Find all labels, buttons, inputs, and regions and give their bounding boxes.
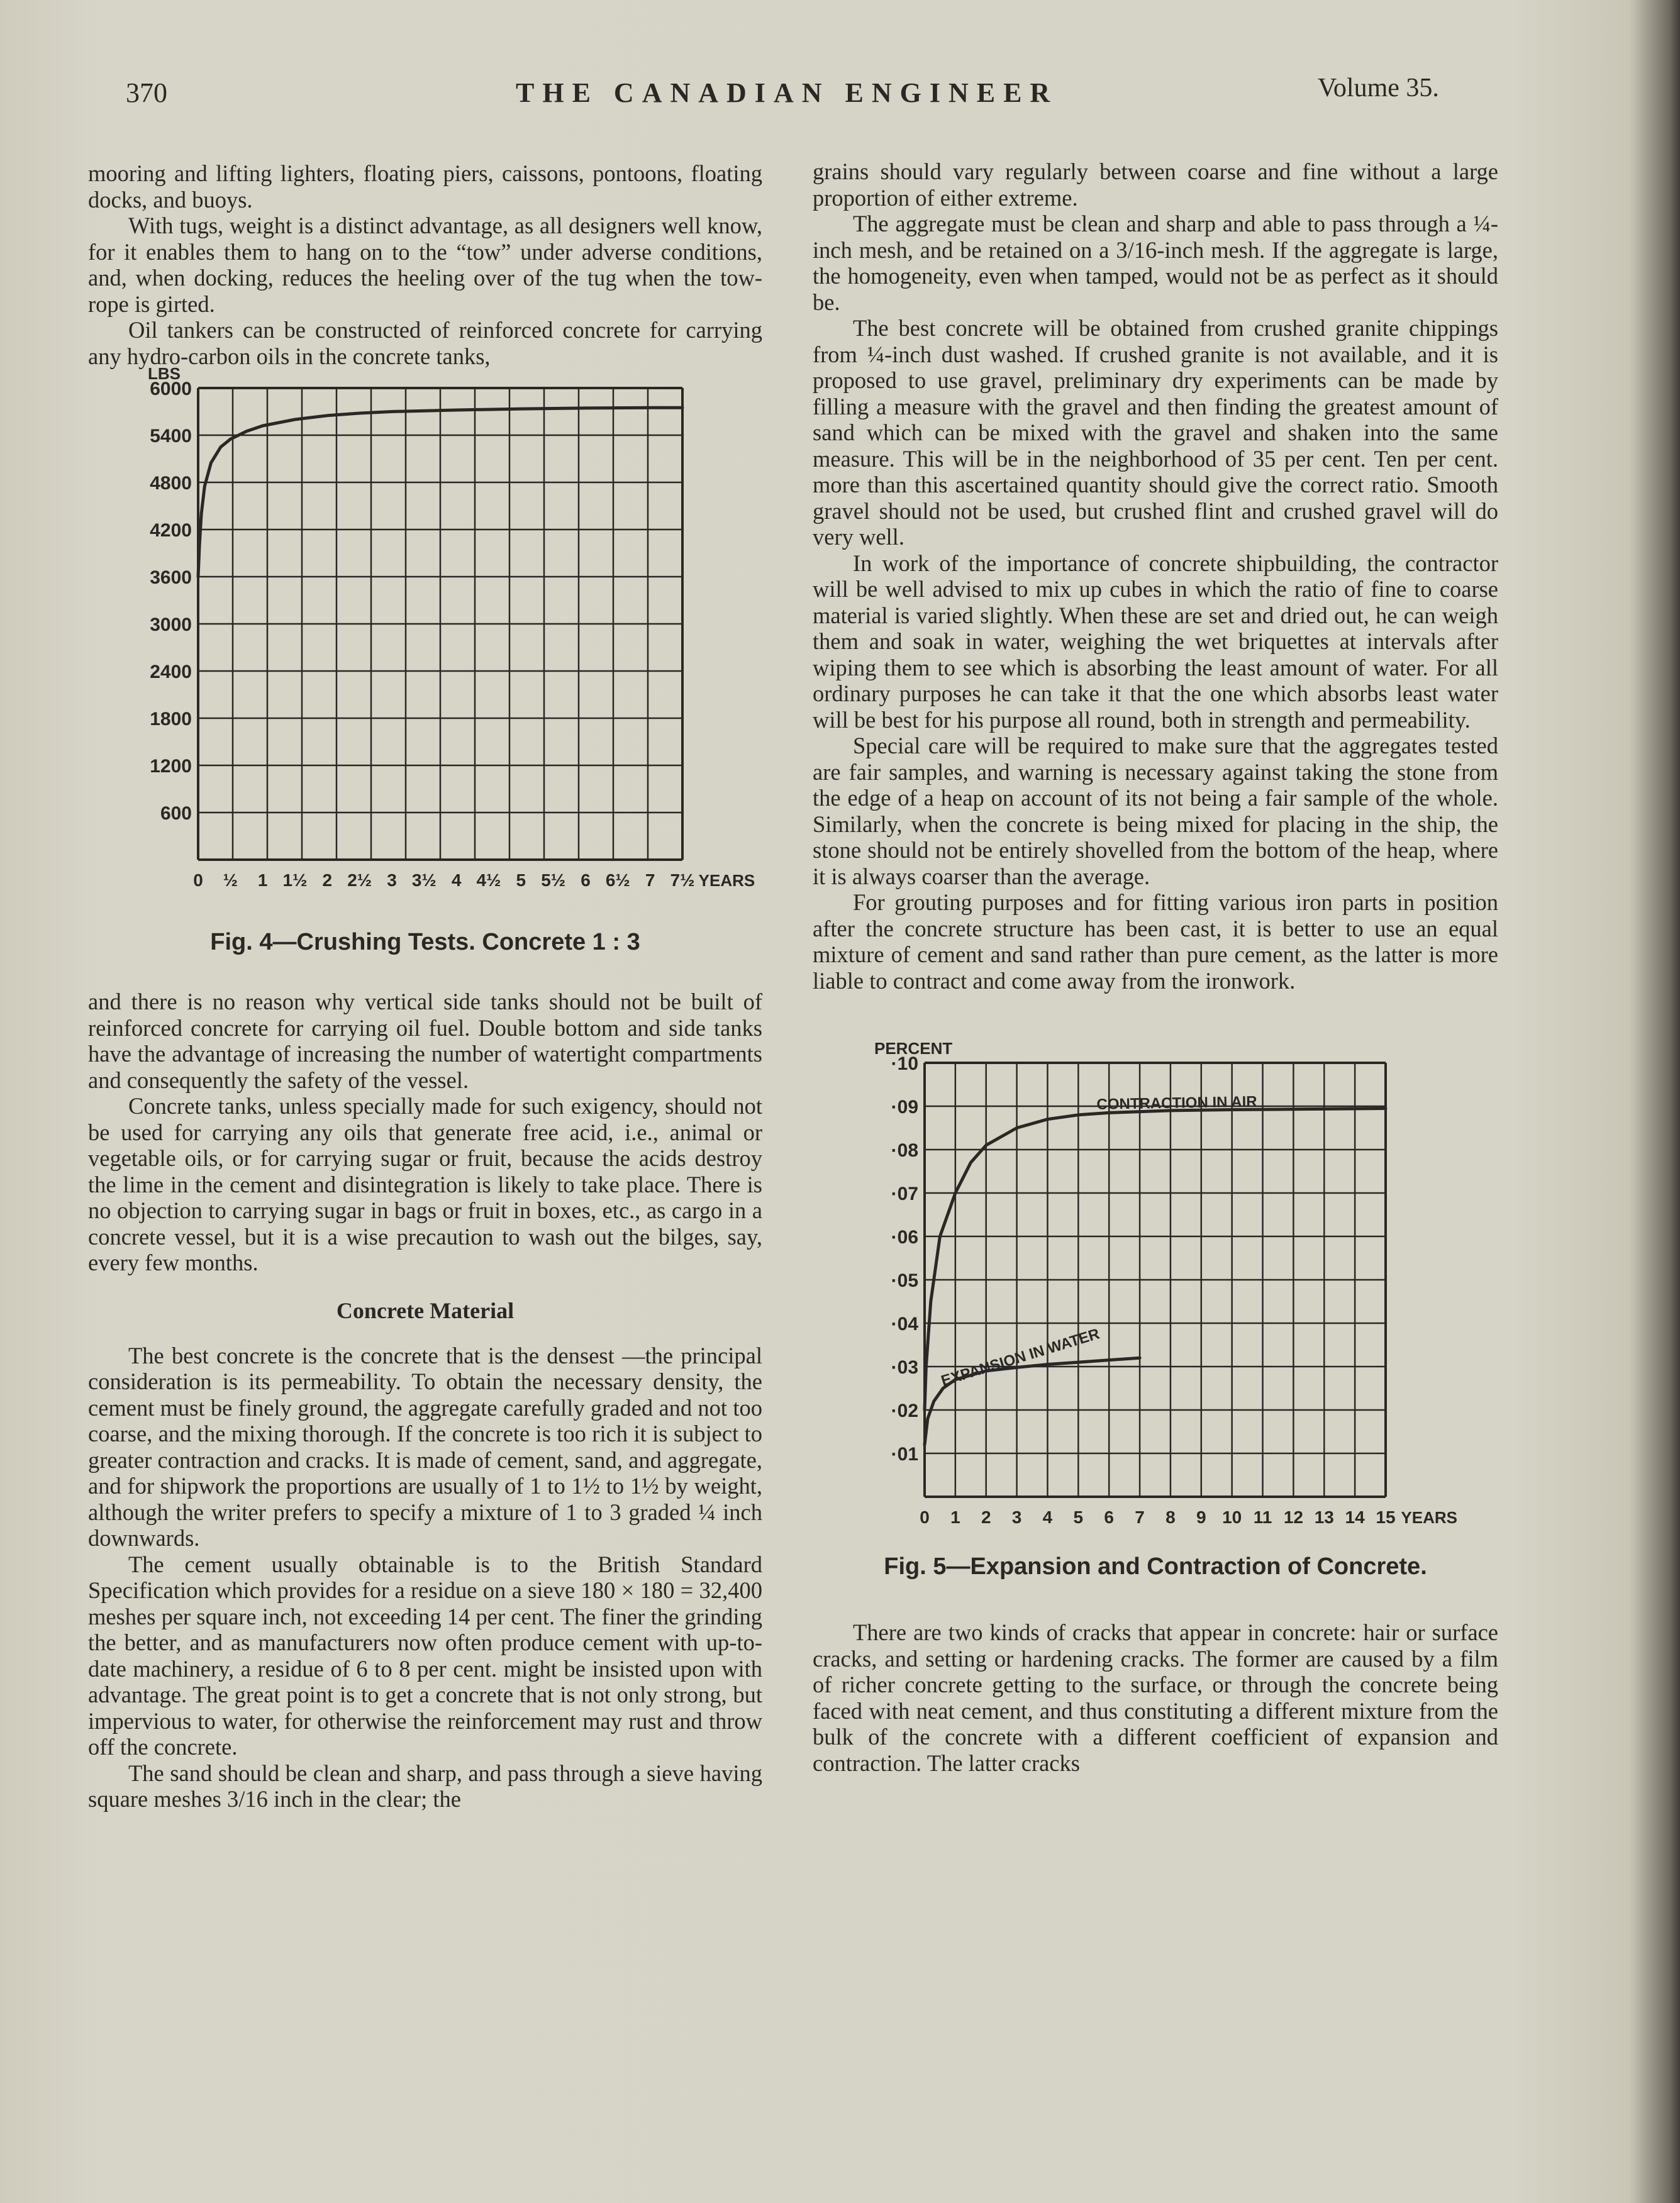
figure-expansion-contraction <box>813 1013 1498 1580</box>
x-tick-label: 6 <box>1104 1507 1114 1527</box>
paragraph: Special care will be required to make sure that the aggregates tested are fair samples, and warning is necessary against taking the stone from the edge of a heap on account of its not being a fair sample of the whole. Similarly, when the concrete is being mixed for placing in the ship, the stone should not be entirely shovelled from the bottom of the heap, where it is always coarser than the average. <box>813 733 1498 889</box>
series-label: CONTRACTION IN AIR <box>1096 1093 1257 1113</box>
y-tick-label: ·10 <box>891 1053 918 1074</box>
x-tick-label: 2 <box>981 1507 991 1527</box>
x-tick-label: 5½ <box>541 870 566 890</box>
y-tick-label: ·03 <box>891 1357 918 1378</box>
y-tick-label: 1800 <box>150 709 192 730</box>
x-axis-label: YEARS <box>1401 1508 1458 1527</box>
y-tick-label: ·06 <box>891 1227 918 1248</box>
paragraph: grains should vary regularly between coarse and fine without a large proportion of either extreme. <box>813 158 1498 211</box>
x-tick-label: 11 <box>1253 1507 1272 1527</box>
y-tick-label: ·07 <box>891 1184 918 1204</box>
x-tick-label: ½ <box>223 870 238 890</box>
page-number: 370 <box>126 77 167 108</box>
paragraph: Concrete tanks, unless specially made for such exigency, should not be used for carrying any oils that generate free acid, i.e., animal or vegetable oils, or for carrying sugar or fruit, because the acids destroy the lime in the cement and disintegration is likely to take place. There is no objection to carrying sugar in bags or fruit in boxes, etc., as cargo in a concrete vessel, but it is a wise precaution to wash out the bilges, say, every few months. <box>88 1093 762 1275</box>
expansion-contraction-chart <box>813 1013 1498 1560</box>
x-tick-label: 7½ <box>670 870 695 890</box>
y-tick-label: ·05 <box>891 1270 918 1291</box>
paragraph: The best concrete will be obtained from crushed granite chippings from ¼-inch dust washed. If crushed granite is not available, and it is proposed to use gravel, preliminary dry experiments can be made by filling a measure with the gravel and then finding the greatest amount of sand which can be mixed with the gravel and shaken into the same measure. This will be in the neighborhood of 35 per cent. Ten per cent. more than this ascertained quantity should give the correct ratio. Smooth gravel should not be used, but crushed flint and crushed gravel will do very well. <box>813 315 1498 550</box>
y-tick-label: ·01 <box>891 1444 918 1465</box>
y-axis-label: PERCENT <box>874 1039 953 1058</box>
y-tick-label: ·08 <box>891 1140 918 1161</box>
y-tick-label: 4800 <box>150 473 192 494</box>
paragraph: and there is no reason why vertical side tanks should not be built of reinforced concrete for carrying oil fuel. Double bottom and side tanks have the advantage of increasing the number of watertight compartments and consequently the safety of the vessel. <box>88 989 762 1093</box>
left-column <box>88 160 762 1812</box>
x-tick-label: 2½ <box>347 870 372 890</box>
y-axis-label: LBS <box>148 364 181 383</box>
y-tick-label: 2400 <box>150 662 192 682</box>
series-label: EXPANSION IN WATER <box>939 1325 1102 1390</box>
paragraph: For grouting purposes and for fitting various iron parts in position after the concrete structure has been cast, it is better to use an equal mixture of cement and sand rather than pure cement, as the latter is more liable to contract and come away from the ironwork. <box>813 889 1498 994</box>
paragraph: In work of the importance of concrete shipbuilding, the contractor will be well advised to mix up cubes in which the ratio of fine to coarse material is varied slightly. When these are set and dried out, he can weigh them and soak in water, weighing the wet briquettes at intervals after wiping them to see which is absorbing the least amount of water. For all ordinary purposes he can take it that the one which absorbs least water will be best for his purpose all round, both in strength and permeability. <box>813 550 1498 733</box>
paragraph: Oil tankers can be constructed of reinforced concrete for carrying any hydro-carbon oils in the concrete tanks, <box>88 317 762 369</box>
x-tick-label: 3½ <box>411 870 437 890</box>
x-tick-label: 7 <box>1135 1507 1145 1527</box>
paragraph: mooring and lifting lighters, floating piers, caissons, pontoons, floating docks, and buoys. <box>88 160 762 213</box>
x-tick-label: 1 <box>950 1507 960 1527</box>
y-tick-label: ·04 <box>891 1314 918 1335</box>
y-tick-label: 3600 <box>150 567 192 588</box>
right-column <box>813 158 1498 1776</box>
paragraph: With tugs, weight is a distinct advantage, as all designers well know, for it enables them to hang on to the “tow” under adverse conditions, and, when docking, reduces the heeling over of the tug when the tow-rope is girted. <box>88 213 762 317</box>
x-tick-label: 4 <box>451 870 462 890</box>
y-tick-label: 600 <box>160 803 192 824</box>
x-tick-label: 3 <box>387 870 397 890</box>
x-tick-label: 4½ <box>476 870 501 890</box>
x-tick-label: 6 <box>581 870 591 890</box>
x-tick-label: 0 <box>920 1507 930 1527</box>
x-tick-label: 5 <box>516 870 526 890</box>
paragraph: There are two kinds of cracks that appear in concrete: hair or surface cracks, and setting or hardening cracks. The former are caused by a film of richer concrete getting to the surface, or through the concrete being faced with neat cement, and thus constituting a different mixture from the bulk of the concrete with a different coefficient of expansion and contraction. The latter cracks <box>813 1619 1498 1776</box>
y-tick-label: 6000 <box>150 379 192 399</box>
volume-label: Volume 35. <box>1318 74 1439 103</box>
x-tick-label: 13 <box>1314 1507 1334 1527</box>
x-tick-label: 5 <box>1073 1507 1084 1527</box>
figure-caption: Fig. 4—Crushing Tests. Concrete 1 : 3 <box>210 929 640 955</box>
x-tick-label: 6½ <box>605 870 630 890</box>
y-tick-label: 3000 <box>150 614 192 635</box>
x-tick-label: 15 <box>1376 1507 1396 1527</box>
paragraph: The aggregate must be clean and sharp and able to pass through a ¼-inch mesh, and be retained on a 3/16-inch mesh. If the aggregate is large, the homogeneity, even when tamped, would not be as perfect as it should be. <box>813 211 1498 315</box>
x-tick-label: 2 <box>322 870 333 890</box>
x-tick-label: 9 <box>1196 1507 1206 1527</box>
figure-caption: Fig. 5—Expansion and Contraction of Concrete. <box>884 1553 1427 1580</box>
running-header <box>0 74 1680 114</box>
x-tick-label: 4 <box>1042 1507 1053 1527</box>
x-tick-label: 12 <box>1283 1507 1303 1527</box>
y-tick-label: 5400 <box>150 426 192 447</box>
x-tick-label: 7 <box>645 870 655 890</box>
x-tick-label: 14 <box>1345 1507 1365 1527</box>
x-tick-label: 1 <box>257 870 268 890</box>
x-axis-label: YEARS <box>698 871 755 890</box>
x-tick-label: 8 <box>1165 1507 1176 1527</box>
y-tick-label: 1200 <box>150 756 192 777</box>
section-heading: Concrete Material <box>336 1297 515 1323</box>
crushing-tests-chart <box>88 364 762 941</box>
paragraph: The cement usually obtainable is to the British Standard Specification which provides for a residue on a sieve 180 × 180 = 32,400 meshes per square inch, not exceeding 14 per cent. The finer the grinding the better, and as manufacturers now often produce cement with up-to-date machinery, a residue of 6 to 8 per cent. might be insisted upon with advantage. The great point is to get a concrete that is not only strong, but impervious to water, for otherwise the reinforcement may rust and throw off the concrete. <box>88 1551 762 1760</box>
journal-title: THE CANADIAN ENGINEER <box>516 77 1059 108</box>
y-tick-label: 4200 <box>150 520 192 541</box>
y-tick-label: ·02 <box>891 1401 918 1421</box>
chart-grid <box>925 1063 1386 1497</box>
figure-crushing-tests <box>88 364 762 956</box>
paragraph: The best concrete is the concrete that is the densest —the principal consideration is its permeability. To obtain the necessary density, the cement must be finely ground, the aggregate carefully graded and not too coarse, and the mixing thorough. If the concrete is too rich it is subject to greater contraction and cracks. It is made of cement, sand, and aggregate, and for shipwork the proportions are usually of 1 to 1½ to 1½ by weight, although the writer prefers to specify a mixture of 1 to 3 graded ¼ inch downwards. <box>88 1342 762 1551</box>
x-tick-label: 0 <box>193 870 203 890</box>
y-tick-label: ·09 <box>891 1097 918 1118</box>
paragraph: The sand should be clean and sharp, and pass through a sieve having square meshes 3/16 inch in the clear; the <box>88 1760 762 1812</box>
x-tick-label: 10 <box>1222 1507 1242 1527</box>
x-tick-label: 1½ <box>282 870 308 890</box>
chart-grid <box>198 388 682 860</box>
x-tick-label: 3 <box>1011 1507 1022 1527</box>
